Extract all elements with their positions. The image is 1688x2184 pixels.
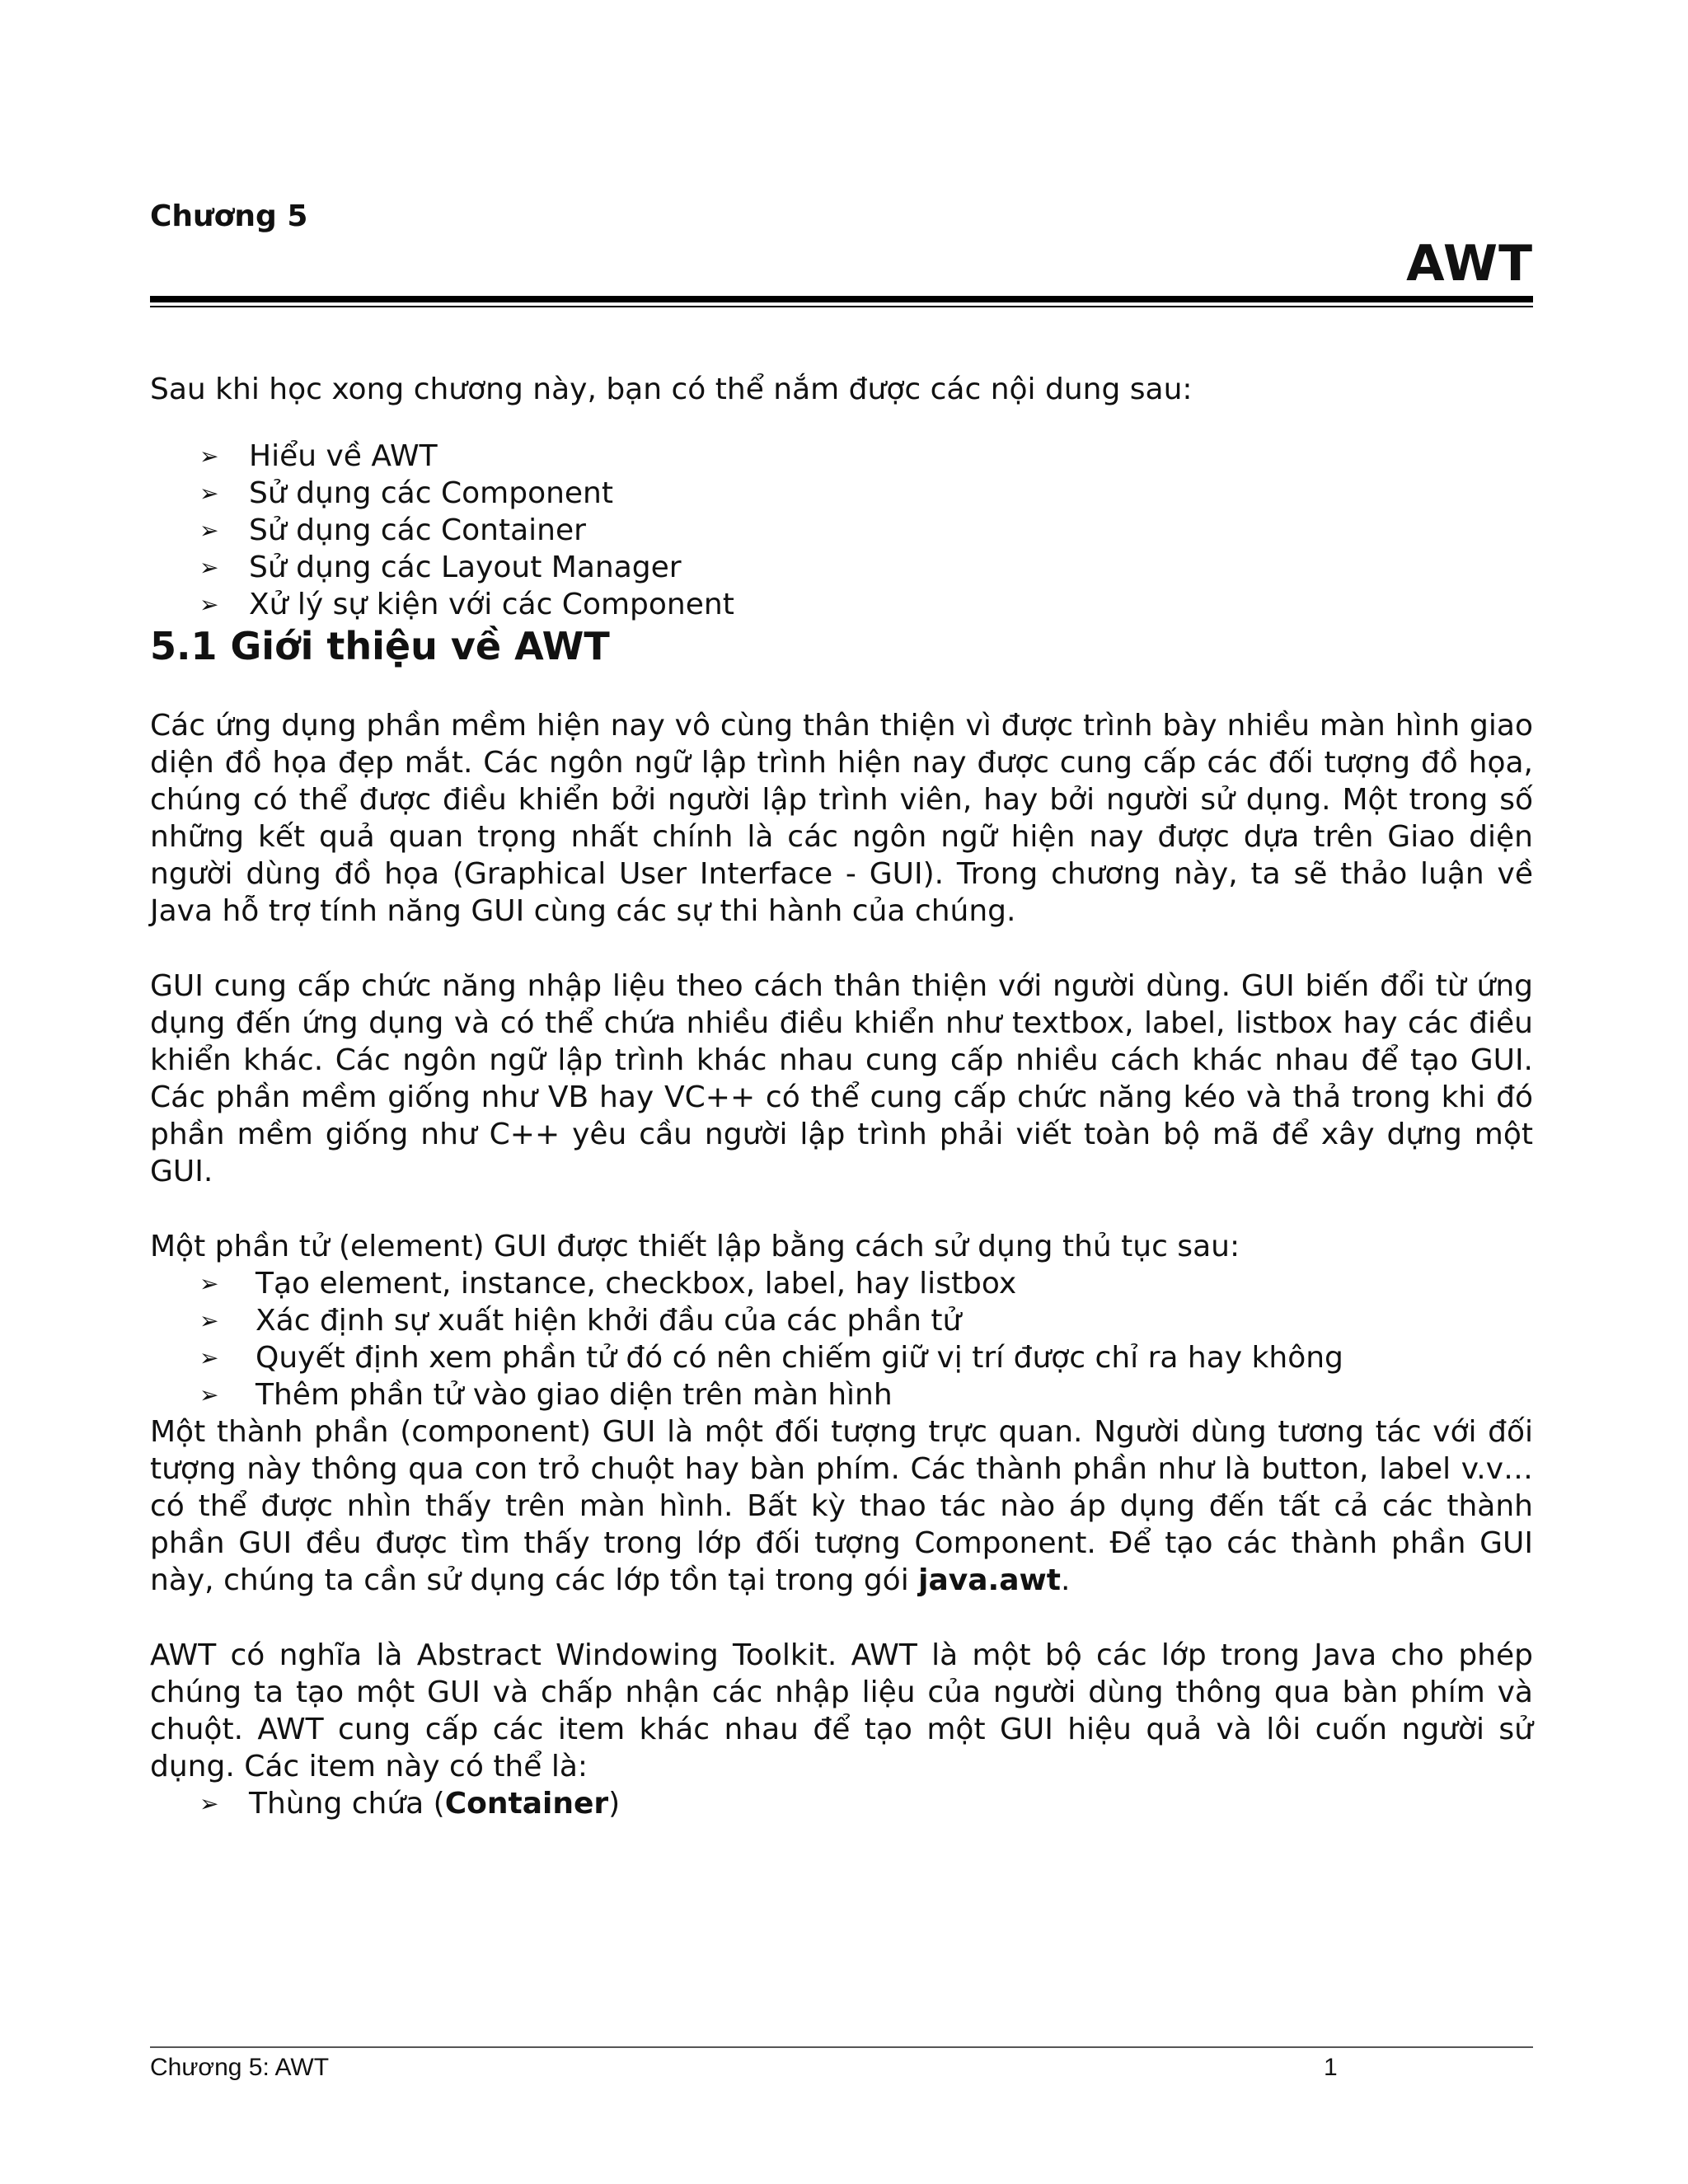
list-item: ➢ Hiểu về AWT (199, 439, 438, 473)
steps-list (150, 1265, 1533, 1413)
page-content (150, 371, 1533, 1822)
intro-text: Sau khi học xong chương này, bạn có thể nắm được các nội dung sau: (150, 373, 1193, 406)
paragraph: AWT có nghĩa là Abstract Windowing Toolkit. AWT là một bộ các lớp trong Java cho phép chúng ta tạo một GUI và chấp nhận các nhập liệu của người dùng thông qua bàn phím và chuột. AWT cung cấp các item khác nhau để tạo một GUI hiệu quả và lôi cuốn người sử dụng. Các item này có thể là: (150, 1638, 1533, 1783)
list-item: ➢ Sử dụng các Container (199, 513, 586, 547)
paragraph: Một phần tử (element) GUI được thiết lập bằng cách sử dụng thủ tục sau: (150, 1230, 1240, 1263)
arrow-bullet-icon: ➢ (199, 1790, 219, 1817)
list-item: ➢ Sử dụng các Layout Manager (199, 551, 682, 584)
arrow-bullet-icon: ➢ (199, 1307, 219, 1334)
paragraph: Một thành phần (component) GUI là một đối tượng trực quan. Người dùng tương tác với đối tượng này thông qua con trỏ chuột hay bàn phím. Các thành phần như là button, label v.v… có thể được nhìn thấy trên màn hình. Bất kỳ thao tác nào áp dụng đến tất cả các thành phần GUI đều được tìm thấy trong lớp đối tượng Component. Để tạo các thành phần GUI này, chúng ta cần sử dụng các lớp tồn tại trong gói java.awt. (150, 1415, 1533, 1597)
document-page (150, 0, 1533, 2184)
arrow-bullet-icon: ➢ (199, 443, 219, 470)
items-list (150, 1785, 1533, 1822)
list-item: ➢ Quyết định xem phần tử đó có nên chiếm giữ vị trí được chỉ ra hay không (199, 1341, 1343, 1375)
objectives-list (150, 438, 1533, 623)
list-item: ➢ Xử lý sự kiện với các Component (199, 588, 734, 621)
arrow-bullet-icon: ➢ (199, 517, 219, 544)
section-heading: 5.1 Giới thiệu về AWT (150, 624, 610, 668)
arrow-bullet-icon: ➢ (199, 1381, 219, 1408)
header-rule-thick (150, 296, 1533, 302)
footer-chapter: Chương 5: AWT (150, 2054, 330, 2081)
arrow-bullet-icon: ➢ (199, 554, 219, 581)
footer-rule (150, 2046, 1533, 2048)
list-item: ➢ Thùng chứa (Container) (199, 1787, 621, 1821)
package-name: java.awt (918, 1563, 1061, 1597)
list-item: ➢ Sử dụng các Component (199, 476, 613, 510)
header-rule-thin (150, 306, 1533, 307)
list-item: ➢ Thêm phần tử vào giao diện trên màn hình (199, 1378, 893, 1412)
paragraph: GUI cung cấp chức năng nhập liệu theo cách thân thiện với người dùng. GUI biến đổi từ ứng dụng đến ứng dụng và có thể chứa nhiều điều khiển như textbox, label, listbox hay các điều khiển khác. Các ngôn ngữ lập trình khác nhau cung cấp nhiều cách khác nhau để tạo GUI. Các phần mềm giống như VB hay VC++ có thể cung cấp chức năng kéo và thả trong khi đó phần mềm giống như C++ yêu cầu người lập trình phải viết toàn bộ mã để xây dựng một GUI. (150, 969, 1533, 1188)
arrow-bullet-icon: ➢ (199, 1344, 219, 1371)
list-item: ➢ Tạo element, instance, checkbox, label, hay listbox (199, 1267, 1017, 1301)
arrow-bullet-icon: ➢ (199, 591, 219, 618)
chapter-label: Chương 5 (150, 199, 308, 233)
arrow-bullet-icon: ➢ (199, 1270, 219, 1297)
arrow-bullet-icon: ➢ (199, 480, 219, 507)
list-item: ➢ Xác định sự xuất hiện khởi đầu của các phần tử (199, 1304, 962, 1338)
chapter-title: AWT (1406, 235, 1533, 293)
page-number: 1 (1324, 2054, 1338, 2081)
paragraph: Các ứng dụng phần mềm hiện nay vô cùng thân thiện vì được trình bày nhiều màn hình giao diện đồ họa đẹp mắt. Các ngôn ngữ lập trình hiện nay được cung cấp các đối tượng đồ họa, chúng có thể được điều khiển bởi người lập trình viên, hay bởi người sử dụng. Một trong số những kết quả quan trọng nhất chính là các ngôn ngữ hiện nay được dựa trên Giao diện người dùng đồ họa (Graphical User Interface - GUI). Trong chương này, ta sẽ thảo luận về Java hỗ trợ tính năng GUI cùng các sự thi hành của chúng. (150, 709, 1533, 928)
